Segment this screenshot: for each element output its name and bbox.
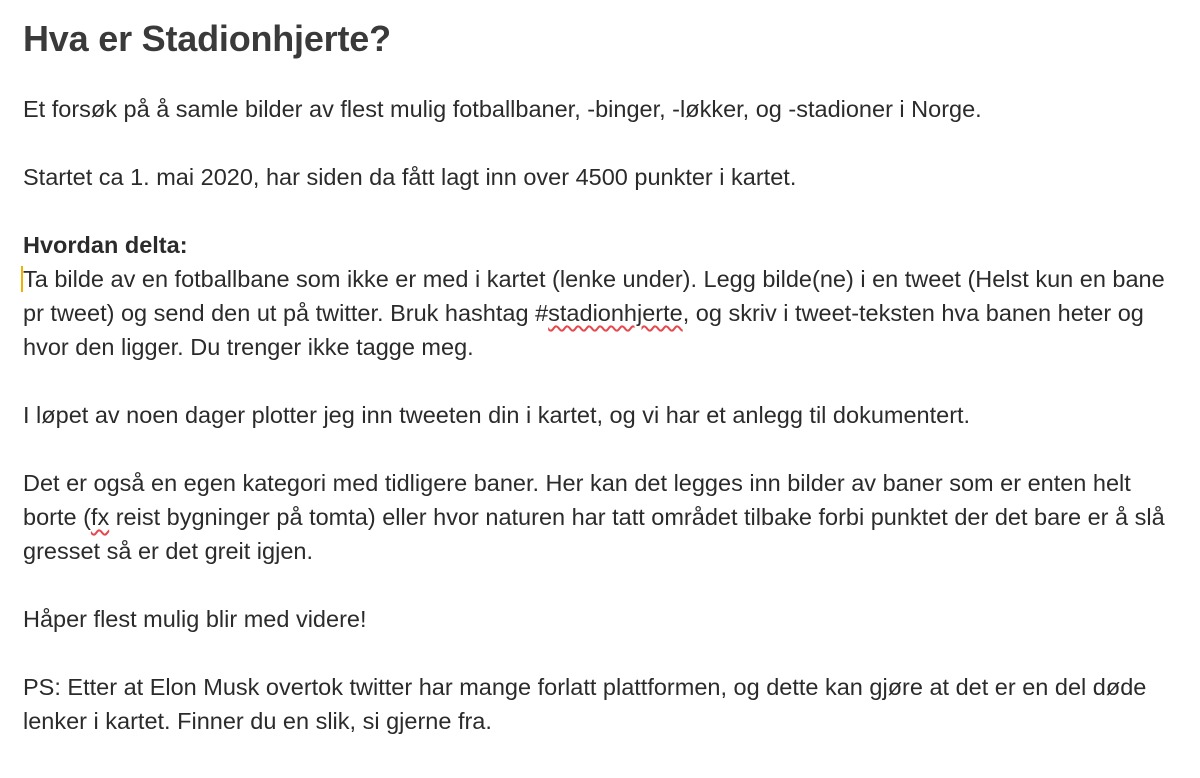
how-to-text-start: Ta bilde av en fotballbane som ikke er med i kartet (lenke under). Legg bilde(ne) i en tweet (Helst kun en bane pr tweet) og send den ut på twitter. Bruk hashtag # [23, 266, 1165, 326]
started-paragraph: Startet ca 1. mai 2020, har siden da fått lagt inn over 4500 punkter i kartet. [23, 164, 797, 190]
note-title: Hva er Stadionhjerte? [23, 18, 391, 59]
category-text-end: reist bygninger på tomta) eller hvor naturen har tatt området tilbake forbi punktet der det bare er å slå gresset så er det greit igjen. [23, 504, 1165, 564]
how-to-paragraph [23, 262, 1183, 364]
how-to-text-end: , og skriv i tweet-teksten hva banen heter og hvor den ligger. Du trenger ikke tagge meg. [23, 300, 1144, 360]
category-text-start: Det er også en egen kategori med tidligere baner. Her kan det legges inn bilder av baner som er enten helt borte ( [23, 470, 1131, 530]
misspelled-hashtag[interactable]: stadionhjerte [548, 300, 683, 326]
hope-paragraph: Håper flest mulig blir med videre! [23, 606, 367, 632]
note-body[interactable] [23, 14, 1183, 738]
ps-paragraph: PS: Etter at Elon Musk overtok twitter har mange forlatt plattformen, og dette kan gjøre at det er en del døde lenker i kartet. Finner du en slik, si gjerne fra. [23, 674, 1147, 734]
intro-paragraph: Et forsøk på å samle bilder av flest mulig fotballbaner, -binger, -løkker, og -stadioner i Norge. [23, 96, 982, 122]
category-paragraph [23, 466, 1183, 568]
how-to-heading: Hvordan delta: [23, 232, 188, 258]
misspelled-fx[interactable]: fx [90, 504, 110, 530]
plotting-paragraph: I løpet av noen dager plotter jeg inn tweeten din i kartet, og vi har et anlegg til dokumentert. [23, 402, 971, 428]
